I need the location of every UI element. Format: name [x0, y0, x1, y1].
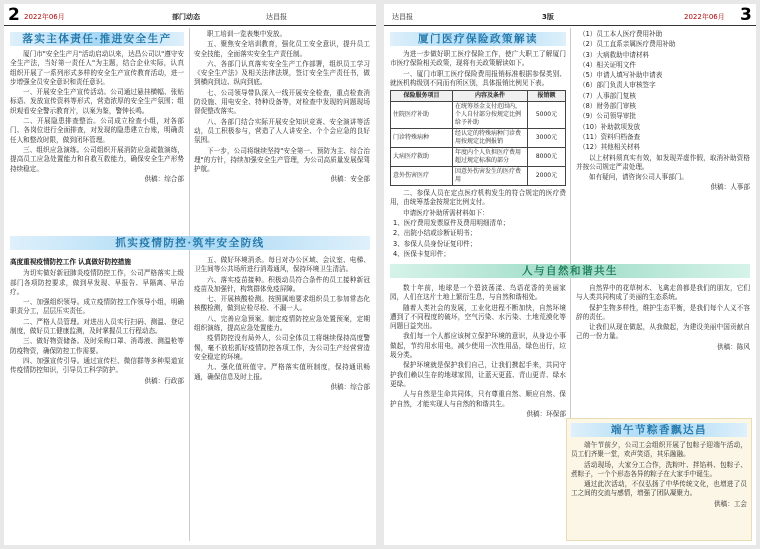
table-cell: 5000元	[528, 102, 566, 129]
byline: 供稿：综合部	[144, 174, 184, 183]
paragraph: 七、公司领导带队深入一线开展安全检查，重点检查消防设施、用电安全、特种设备等，对检查中发现的问题现场督促整改落实。	[194, 88, 370, 116]
paragraph: 让我们从现在做起，从我做起，为建设美丽中国贡献自己的一份力量。	[576, 323, 750, 341]
left-page-paper-name: 达昌报	[266, 13, 287, 21]
paragraph: 通过此次活动，不仅弘扬了中华传统文化，也增进了员工之间的交流与感情，增强了团队凝聚力。	[571, 480, 747, 498]
byline: 供稿：综合部	[330, 382, 370, 391]
table-row	[391, 129, 566, 148]
left-article-epidemic-header	[10, 234, 370, 254]
table-cell: 意外伤害医疗	[391, 167, 453, 186]
table-cell: 8000元	[528, 148, 566, 167]
list-item: （5）申请人填写补助申请表	[579, 71, 663, 80]
right-article-insurance-continued	[576, 30, 750, 260]
left-article-epidemic	[10, 256, 184, 541]
paragraph: 八、各部门结合实际开展安全知识竞赛、安全演讲等活动，员工积极参与，营造了人人讲安全、个个会应急的良好氛围。	[194, 117, 370, 145]
paragraph: 为进一步做好职工医疗保险工作，使广大职工了解厦门市医疗保险相关政策，现将有关政策解读如下。	[390, 50, 566, 68]
left-article-epidemic-subtitle: 高度重视疫情防控工作 认真做好防控措施	[10, 258, 131, 266]
paragraph: 自然界中的花草树木、飞禽走兽都是我们的朋友，它们与人类共同构成了美丽的生态系统。	[576, 284, 750, 302]
table-header-cell: 保险服务项目	[391, 91, 453, 102]
list-item: （1）员工本人医疗费用补助	[579, 30, 663, 38]
list-item: （4）相关证明文件	[579, 60, 636, 69]
left-article-epidemic-title: 抓实疫情防控·筑牢安全防线	[10, 236, 370, 250]
paragraph: 九、强化值班值守。严格落实值班制度，保持通讯畅通，确保信息及时上报。	[194, 363, 370, 381]
paragraph: 一、开展安全生产宣传活动。公司通过悬挂横幅、张贴标语、发放宣传资料等形式，营造浓厚的安全生产氛围；组织观看安全警示教育片，以案为鉴，警钟长鸣。	[10, 88, 184, 115]
right-article-nature-continued	[576, 284, 750, 414]
paragraph: 一、厦门市职工医疗保险费用报销标准根据参保类别、就医机构级别不同而有所区别，具体报销比例见下表。	[390, 69, 566, 87]
dragon-boat-festival-box	[566, 418, 752, 541]
paragraph: 如有疑问，请咨询公司人事部门。	[589, 173, 688, 182]
list-item: （3）大病救助申请材料	[579, 50, 650, 59]
table-row	[391, 148, 566, 167]
right-page-section: 达昌报	[392, 13, 413, 21]
byline: 供稿：工会	[714, 499, 747, 508]
paragraph: 为切实做好新冠肺炎疫情防控工作，公司严格落实上级部门各项防控要求，做到早发现、早报告、早隔离、早治疗。	[10, 269, 184, 296]
paragraph: 厦门市"安全生产月"活动启动以来，达昌公司以"遵守安全生产法，当好第一责任人"为主题，结合企业实际，认真组织开展了一系列形式多样的安全生产宣传教育活动，进一步增强全员安全意识和责任意识。	[10, 50, 184, 86]
left-page-section: 部门动态	[172, 13, 200, 21]
right-page-paper-name: 3版	[542, 13, 554, 21]
right-article-nature-header	[390, 262, 750, 282]
left-article-epidemic-continued	[194, 256, 370, 541]
right-article-nature-title: 人与自然和谐共生	[390, 264, 750, 278]
list-item: （8）财务部门审核	[579, 102, 636, 111]
paragraph: 二、参保人员在定点医疗机构发生的符合规定的医疗费用，由统筹基金按规定比例支付。	[390, 189, 566, 207]
table-header-row	[391, 91, 566, 102]
paragraph: 保护生物多样性，维护生态平衡，是我们每个人义不容辞的责任。	[576, 303, 750, 321]
right-article-insurance-title: 厦门医疗保险政策解读	[390, 32, 566, 46]
table-cell: 经认定的特殊病种门诊费用按规定比例报销	[453, 129, 528, 148]
list-item: （11）资料归档备查	[579, 132, 641, 141]
list-item: 4、医保卡复印件；	[393, 249, 450, 258]
list-item: （7）人事部门复核	[579, 91, 636, 100]
paragraph: 疫情防控没有局外人，公司全体员工将继续保持高度警惕，毫不放松抓好疫情防控各项工作，为公司生产经营营造安全稳定的环境。	[194, 334, 370, 361]
paragraph: 一、加强组织领导。成立疫情防控工作领导小组，明确职责分工，层层压实责任。	[10, 298, 184, 316]
paragraph: 数十年前，地球是一个碧波荡漾、鸟语花香的美丽家园，人们在这片土地上繁衍生息，与自然和谐相处。	[390, 284, 566, 302]
paragraph: 人与自然是生命共同体，只有尊重自然、顺应自然、保护自然，才能实现人与自然的和谐共生。	[390, 390, 566, 408]
left-page-number: 2	[8, 5, 20, 25]
paragraph: 五、聚焦安全培训教育，强化员工安全意识，提升员工安全技能，全面落实安全生产责任制。	[194, 40, 370, 58]
byline: 供稿：行政部	[144, 376, 184, 385]
left-page-date: 2022年06月	[24, 13, 65, 21]
right-page-header	[384, 4, 756, 26]
paragraph: 五、做好环境消杀。每日对办公区域、会议室、电梯、卫生间等公共场所进行消毒通风，保持环境卫生清洁。	[194, 256, 370, 274]
table-cell: 3000元	[528, 129, 566, 148]
paragraph: 下一步，公司将继续坚持"安全第一、预防为主、综合治理"的方针，持续加强安全生产管理，为公司高质量发展保驾护航。	[194, 146, 370, 174]
paragraph: 六、各部门认真落实安全生产工作部署，组织员工学习《安全生产法》及相关法律法规，签订安全生产责任书，做到横向到边、纵向到底。	[194, 59, 370, 87]
dragon-boat-festival-title: 端午节粽香飘达昌	[571, 423, 747, 437]
paragraph: 端午节前夕，公司工会组织开展了包粽子迎端午活动，员工们齐聚一堂，欢声笑语，其乐融融。	[571, 441, 747, 459]
left-article-safety-continued	[194, 30, 370, 230]
table-cell: 因意外伤害发生的医疗费用	[453, 167, 528, 186]
paragraph: 六、落实疫苗接种。积极动员符合条件的员工接种新冠疫苗及加强针，构筑群体免疫屏障。	[194, 275, 370, 293]
list-item: 1、医疗费用发票原件及费用明细清单；	[393, 219, 510, 228]
paragraph: 保护环境就是保护我们自己，让我们携起手来，共同守护我们赖以生存的地球家园，让蓝天更蓝、青山更青、绿水更绿。	[390, 361, 566, 388]
paragraph: 我们每一个人都应该树立保护环境的意识，从身边小事做起，节约用水用电，减少使用一次性用品，绿色出行，垃圾分类。	[390, 332, 566, 360]
table-cell: 年度内个人负担医疗费用超过规定标准的部分	[453, 148, 528, 167]
list-item: （12）其他相关材料	[579, 143, 641, 152]
left-page-header	[4, 4, 376, 26]
insurance-table	[390, 90, 566, 186]
right-article-nature	[390, 284, 566, 541]
paragraph: 活动现场，大家分工合作，洗粽叶、拌馅料、包粽子、煮粽子，一个个形态各异的粽子在大家手中诞生。	[571, 460, 747, 478]
left-article-safety-title: 落实主体责任·推进安全生产	[10, 32, 184, 46]
table-cell: 住院医疗补助	[391, 102, 453, 129]
paragraph: 以上材料须真实有效，如发现弄虚作假，取消补助资格并按公司规定严肃处理。	[576, 153, 750, 171]
right-page	[384, 4, 756, 545]
paragraph: 职工培训一览表集中发放。	[207, 30, 287, 38]
list-item: 3、参保人员身份证复印件；	[393, 239, 477, 248]
table-row	[391, 102, 566, 129]
right-page-number: 3	[740, 5, 752, 25]
list-item: 2、出院小结或诊断证明书；	[393, 229, 477, 238]
list-item: （10）补助款项发放	[579, 122, 641, 131]
table-header-cell: 报销额	[528, 91, 566, 102]
paragraph: 三、做好物资储备。及时采购口罩、消毒液、测温枪等防疫物资，确保防控工作需要。	[10, 337, 184, 355]
paragraph: 随着人类社会的发展，工业化进程不断加快，自然环境遭到了不同程度的破坏，空气污染、水污染、土地荒漠化等问题日益突出。	[390, 303, 566, 331]
paragraph: 七、开展核酸检测。按照属地要求组织员工参加常态化核酸检测，做到应检尽检、不漏一人。	[194, 295, 370, 313]
table-header-cell: 内容及条件	[453, 91, 528, 102]
left-article-safety	[10, 30, 184, 230]
paragraph: 四、加强宣传引导。通过宣传栏、微信群等多种渠道宣传疫情防控知识，引导员工科学防护。	[10, 356, 184, 375]
paragraph: 二、开展隐患排查整治。公司成立检查小组，对各部门、各岗位进行全面排查，对发现的隐患建立台账，明确责任人和整改时限，做到闭环管理。	[10, 117, 184, 144]
table-row	[391, 167, 566, 186]
byline: 供稿：陈风	[717, 342, 750, 351]
left-page	[4, 4, 376, 545]
paragraph: 申请医疗补助所需材料如下：	[403, 208, 489, 217]
byline: 供稿：人事部	[710, 183, 750, 192]
right-article-insurance	[390, 30, 566, 260]
byline: 供稿：环保部	[526, 409, 566, 418]
table-cell: 2000元	[528, 167, 566, 186]
list-item: （9）公司领导审批	[579, 112, 636, 121]
table-cell: 门诊特殊病种	[391, 129, 453, 148]
paragraph: 三、组织应急演练。公司组织开展消防应急疏散演练，提高员工应急处置能力和自救互救能力，确保安全生产形势持续稳定。	[10, 145, 184, 173]
right-page-date: 2022年06月	[684, 13, 725, 21]
paragraph: 二、严格人员管理。对进出人员实行扫码、测温、登记制度，做好员工健康监测，及时掌握员工行程动态。	[10, 317, 184, 336]
byline: 供稿：安全部	[330, 175, 370, 184]
paragraph: 八、完善应急预案。制定疫情防控应急处置预案，定期组织演练，提高应急处置能力。	[194, 314, 370, 333]
table-cell: 在统筹基金支付范围内，个人自付部分按规定比例给予补助	[453, 102, 528, 129]
table-cell: 大病医疗救助	[391, 148, 453, 167]
list-item: （6）部门负责人审核签字	[579, 81, 656, 90]
list-item: （2）员工直系亲属医疗费用补助	[579, 40, 676, 49]
left-column-divider	[189, 28, 190, 541]
